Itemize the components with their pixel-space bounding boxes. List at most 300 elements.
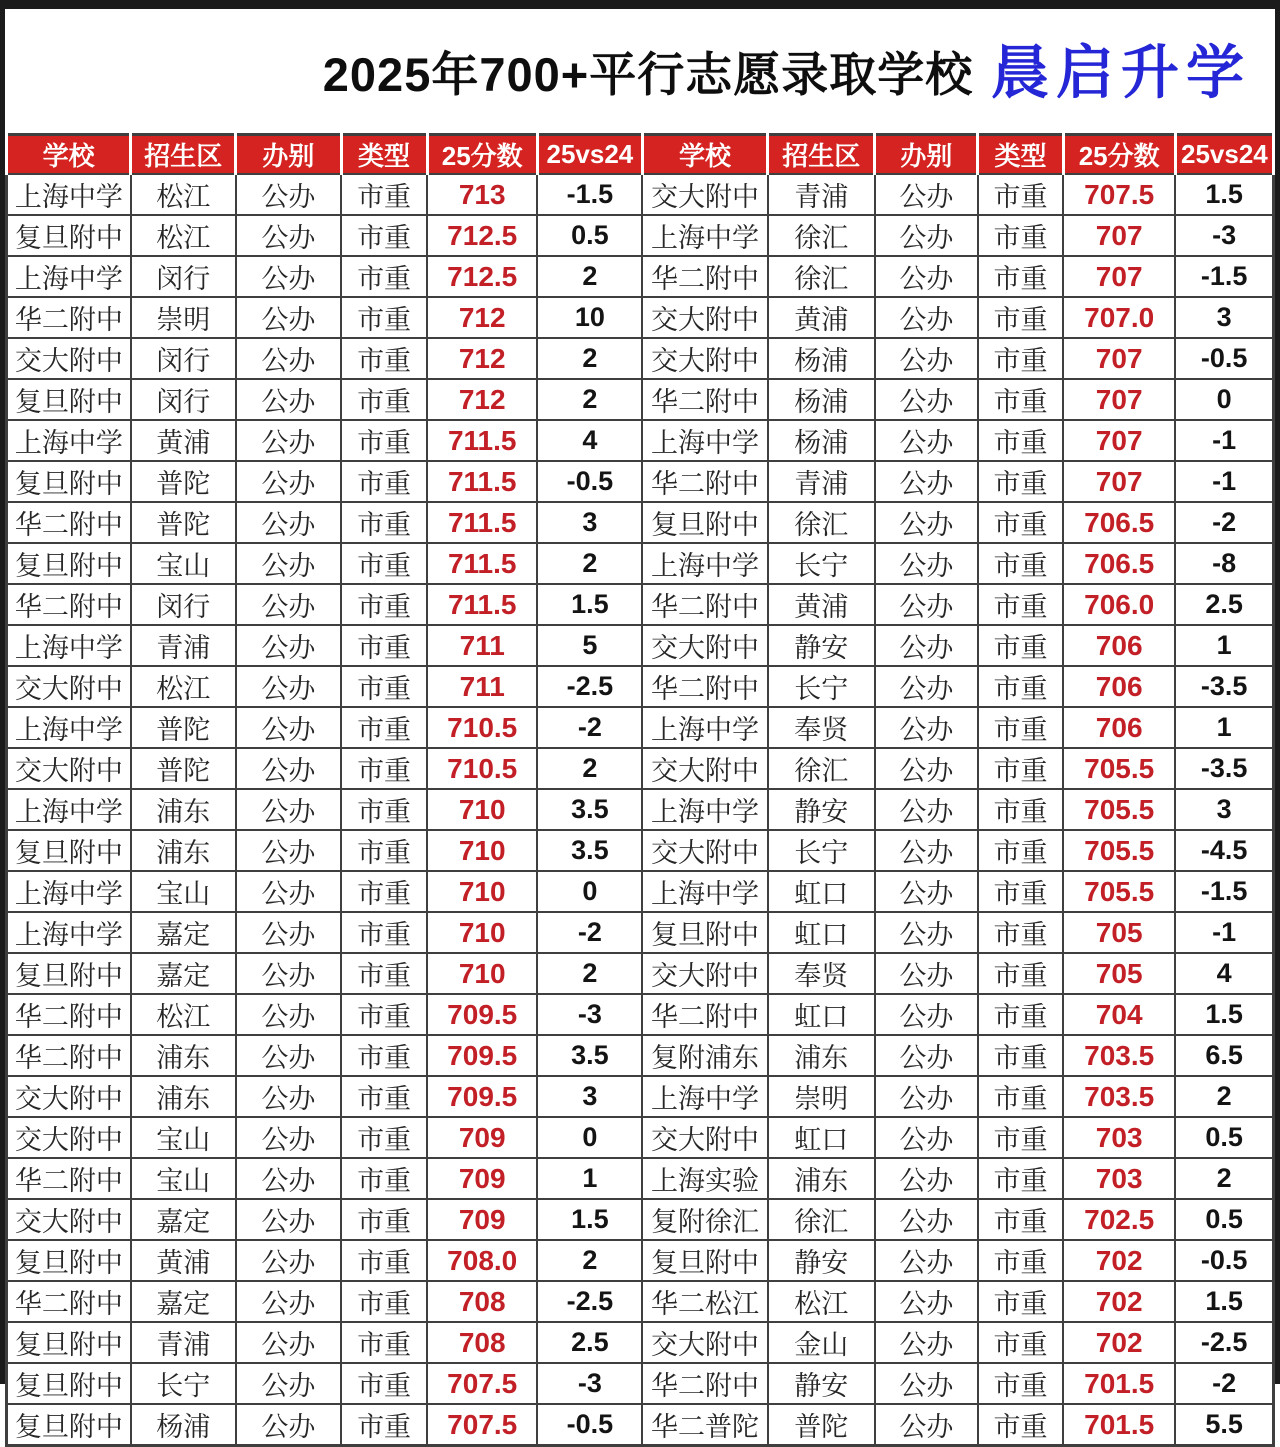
category-cell: 市重 [341, 1035, 427, 1076]
school-cell: 上海中学 [7, 707, 131, 748]
ownership-cell: 公办 [875, 420, 978, 461]
score-cell: 702 [1063, 1281, 1175, 1322]
district-cell: 闵行 [131, 379, 236, 420]
ownership-cell: 公办 [236, 1199, 341, 1240]
vs-cell: 0 [537, 1117, 642, 1158]
ownership-cell: 公办 [236, 338, 341, 379]
school-cell: 复附浦东 [642, 1035, 767, 1076]
vs-cell: -2.5 [537, 666, 642, 707]
vs-cell: -1.5 [537, 174, 642, 215]
district-cell: 青浦 [131, 1322, 236, 1363]
ownership-cell: 公办 [875, 912, 978, 953]
vs-cell: 3 [537, 1076, 642, 1117]
category-cell: 市重 [341, 1199, 427, 1240]
district-cell: 青浦 [131, 625, 236, 666]
category-cell: 市重 [978, 338, 1063, 379]
category-cell: 市重 [978, 1158, 1063, 1199]
score-cell: 710 [427, 953, 537, 994]
vs-cell: -1.5 [1175, 256, 1273, 297]
district-cell: 杨浦 [768, 379, 875, 420]
ownership-cell: 公办 [875, 666, 978, 707]
category-cell: 市重 [341, 1240, 427, 1281]
district-cell: 闵行 [131, 256, 236, 297]
district-cell: 嘉定 [131, 953, 236, 994]
vs-cell: 2 [1175, 1076, 1273, 1117]
district-cell: 嘉定 [131, 1199, 236, 1240]
score-cell: 710 [427, 912, 537, 953]
table-row [7, 420, 1274, 461]
school-cell: 交大附中 [7, 1117, 131, 1158]
category-cell: 市重 [341, 297, 427, 338]
score-cell: 708.0 [427, 1240, 537, 1281]
category-cell: 市重 [978, 1281, 1063, 1322]
table-row [7, 666, 1274, 707]
school-cell: 交大附中 [642, 830, 767, 871]
school-cell: 华二附中 [642, 1363, 767, 1404]
vs-cell: -0.5 [1175, 1240, 1273, 1281]
ownership-cell: 公办 [236, 1035, 341, 1076]
school-cell: 复旦附中 [642, 502, 767, 543]
district-cell: 黄浦 [768, 297, 875, 338]
district-cell: 松江 [131, 666, 236, 707]
score-cell: 701.5 [1063, 1363, 1175, 1404]
vs-cell: 1 [1175, 707, 1273, 748]
category-cell: 市重 [978, 420, 1063, 461]
school-cell: 上海中学 [7, 174, 131, 215]
ownership-cell: 公办 [236, 297, 341, 338]
category-cell: 市重 [978, 1240, 1063, 1281]
ownership-cell: 公办 [875, 256, 978, 297]
score-cell: 705.5 [1063, 748, 1175, 789]
ownership-cell: 公办 [875, 1158, 978, 1199]
category-cell: 市重 [978, 707, 1063, 748]
category-cell: 市重 [341, 994, 427, 1035]
vs-cell: 1 [1175, 625, 1273, 666]
district-cell: 长宁 [131, 1363, 236, 1404]
school-cell: 上海中学 [642, 215, 767, 256]
category-cell: 市重 [978, 912, 1063, 953]
score-cell: 712 [427, 297, 537, 338]
category-cell: 市重 [978, 297, 1063, 338]
ownership-cell: 公办 [875, 215, 978, 256]
district-cell: 闵行 [131, 584, 236, 625]
vs-cell: 5 [537, 625, 642, 666]
vs-cell: 2 [537, 748, 642, 789]
district-cell: 宝山 [131, 1117, 236, 1158]
school-cell: 华二附中 [7, 297, 131, 338]
category-cell: 市重 [341, 256, 427, 297]
vs-cell: 3.5 [537, 789, 642, 830]
school-cell: 上海中学 [7, 420, 131, 461]
ownership-cell: 公办 [236, 666, 341, 707]
school-cell: 复旦附中 [7, 379, 131, 420]
school-cell: 复旦附中 [7, 830, 131, 871]
category-cell: 市重 [341, 461, 427, 502]
ownership-cell: 公办 [875, 461, 978, 502]
school-cell: 华二普陀 [642, 1404, 767, 1446]
column-header-district-right: 招生区 [768, 135, 875, 175]
district-cell: 青浦 [768, 174, 875, 215]
ownership-cell: 公办 [236, 912, 341, 953]
column-header-vs-left: 25vs24 [537, 135, 642, 175]
vs-cell: 3.5 [537, 1035, 642, 1076]
table-row [7, 379, 1274, 420]
vs-cell: 2.5 [1175, 584, 1273, 625]
district-cell: 静安 [768, 789, 875, 830]
ownership-cell: 公办 [875, 1404, 978, 1446]
category-cell: 市重 [341, 789, 427, 830]
score-cell: 707 [1063, 379, 1175, 420]
table-row [7, 543, 1274, 584]
vs-cell: 10 [537, 297, 642, 338]
table-row [7, 1322, 1274, 1363]
table-row [7, 1240, 1274, 1281]
vs-cell: -2 [1175, 1363, 1273, 1404]
vs-cell: -3.5 [1175, 666, 1273, 707]
school-cell: 上海中学 [7, 871, 131, 912]
category-cell: 市重 [341, 871, 427, 912]
table-row [7, 1158, 1274, 1199]
score-cell: 708 [427, 1281, 537, 1322]
school-cell: 复旦附中 [7, 1322, 131, 1363]
score-cell: 707.5 [427, 1363, 537, 1404]
category-cell: 市重 [978, 256, 1063, 297]
score-cell: 707.5 [1063, 174, 1175, 215]
frame-border-top [0, 0, 1280, 9]
admission-score-table [5, 133, 1275, 1447]
category-cell: 市重 [978, 994, 1063, 1035]
score-cell: 712 [427, 379, 537, 420]
score-cell: 702 [1063, 1322, 1175, 1363]
category-cell: 市重 [341, 215, 427, 256]
score-cell: 706 [1063, 625, 1175, 666]
vs-cell: 1.5 [1175, 994, 1273, 1035]
district-cell: 长宁 [768, 543, 875, 584]
score-cell: 705 [1063, 953, 1175, 994]
ownership-cell: 公办 [875, 1076, 978, 1117]
ownership-cell: 公办 [875, 1281, 978, 1322]
ownership-cell: 公办 [236, 379, 341, 420]
school-cell: 上海实验 [642, 1158, 767, 1199]
table-row [7, 461, 1274, 502]
category-cell: 市重 [978, 1117, 1063, 1158]
school-cell: 华二附中 [642, 256, 767, 297]
score-cell: 706.0 [1063, 584, 1175, 625]
school-cell: 交大附中 [7, 748, 131, 789]
school-cell: 华二松江 [642, 1281, 767, 1322]
school-cell: 交大附中 [642, 338, 767, 379]
category-cell: 市重 [341, 748, 427, 789]
score-cell: 707 [1063, 256, 1175, 297]
district-cell: 徐汇 [768, 502, 875, 543]
category-cell: 市重 [978, 215, 1063, 256]
vs-cell: 2 [537, 953, 642, 994]
ownership-cell: 公办 [875, 1240, 978, 1281]
vs-cell: -2.5 [537, 1281, 642, 1322]
table-row [7, 707, 1274, 748]
category-cell: 市重 [978, 748, 1063, 789]
column-header-district-left: 招生区 [131, 135, 236, 175]
vs-cell: 1.5 [537, 584, 642, 625]
page-title: 2025年700+平行志愿录取学校 [322, 47, 974, 101]
score-cell: 707 [1063, 420, 1175, 461]
district-cell: 徐汇 [768, 748, 875, 789]
district-cell: 黄浦 [768, 584, 875, 625]
school-cell: 复附徐汇 [642, 1199, 767, 1240]
ownership-cell: 公办 [875, 830, 978, 871]
category-cell: 市重 [341, 953, 427, 994]
category-cell: 市重 [978, 502, 1063, 543]
ownership-cell: 公办 [875, 379, 978, 420]
table-row [7, 1076, 1274, 1117]
column-header-score-right: 25分数 [1063, 135, 1175, 175]
score-cell: 711.5 [427, 420, 537, 461]
district-cell: 松江 [131, 174, 236, 215]
district-cell: 静安 [768, 1363, 875, 1404]
school-cell: 上海中学 [642, 707, 767, 748]
district-cell: 宝山 [131, 543, 236, 584]
column-header-score-left: 25分数 [427, 135, 537, 175]
district-cell: 浦东 [131, 830, 236, 871]
ownership-cell: 公办 [875, 1117, 978, 1158]
school-cell: 复旦附中 [7, 1404, 131, 1446]
category-cell: 市重 [341, 1404, 427, 1446]
category-cell: 市重 [341, 584, 427, 625]
district-cell: 浦东 [768, 1035, 875, 1076]
ownership-cell: 公办 [236, 215, 341, 256]
school-cell: 交大附中 [7, 1199, 131, 1240]
column-header-school-right: 学校 [642, 135, 767, 175]
table-row [7, 953, 1274, 994]
school-cell: 复旦附中 [7, 1363, 131, 1404]
ownership-cell: 公办 [236, 1404, 341, 1446]
frame-border-right [1275, 0, 1280, 1384]
column-header-school-left: 学校 [7, 135, 131, 175]
category-cell: 市重 [341, 338, 427, 379]
ownership-cell: 公办 [875, 174, 978, 215]
category-cell: 市重 [341, 912, 427, 953]
ownership-cell: 公办 [236, 1076, 341, 1117]
vs-cell: -2 [537, 912, 642, 953]
category-cell: 市重 [341, 1158, 427, 1199]
score-cell: 706.5 [1063, 543, 1175, 584]
score-cell: 708 [427, 1322, 537, 1363]
ownership-cell: 公办 [236, 748, 341, 789]
table-row [7, 789, 1274, 830]
vs-cell: -1 [1175, 420, 1273, 461]
column-header-vs-right: 25vs24 [1175, 135, 1273, 175]
district-cell: 嘉定 [131, 912, 236, 953]
vs-cell: 2 [537, 256, 642, 297]
vs-cell: 2 [537, 338, 642, 379]
ownership-cell: 公办 [875, 543, 978, 584]
vs-cell: -3 [537, 1363, 642, 1404]
table-row [7, 1404, 1274, 1446]
score-cell: 703 [1063, 1158, 1175, 1199]
district-cell: 浦东 [768, 1158, 875, 1199]
ownership-cell: 公办 [875, 502, 978, 543]
school-cell: 复旦附中 [7, 953, 131, 994]
vs-cell: -1.5 [1175, 871, 1273, 912]
district-cell: 黄浦 [131, 420, 236, 461]
ownership-cell: 公办 [236, 1117, 341, 1158]
vs-cell: -1 [1175, 912, 1273, 953]
ownership-cell: 公办 [236, 953, 341, 994]
category-cell: 市重 [341, 502, 427, 543]
ownership-cell: 公办 [875, 707, 978, 748]
vs-cell: 3.5 [537, 830, 642, 871]
ownership-cell: 公办 [875, 789, 978, 830]
table-row [7, 338, 1274, 379]
table-row [7, 912, 1274, 953]
district-cell: 松江 [131, 994, 236, 1035]
table-row [7, 1035, 1274, 1076]
table-row [7, 625, 1274, 666]
district-cell: 普陀 [131, 748, 236, 789]
score-cell: 703.5 [1063, 1076, 1175, 1117]
column-header-ownership-left: 办别 [236, 135, 341, 175]
ownership-cell: 公办 [875, 625, 978, 666]
table-row [7, 871, 1274, 912]
district-cell: 徐汇 [768, 1199, 875, 1240]
table-header-row [7, 135, 1274, 175]
ownership-cell: 公办 [875, 1199, 978, 1240]
ownership-cell: 公办 [236, 502, 341, 543]
vs-cell: 0 [537, 871, 642, 912]
category-cell: 市重 [978, 1199, 1063, 1240]
score-cell: 712.5 [427, 215, 537, 256]
category-cell: 市重 [978, 379, 1063, 420]
ownership-cell: 公办 [236, 174, 341, 215]
vs-cell: -0.5 [537, 1404, 642, 1446]
category-cell: 市重 [978, 625, 1063, 666]
score-cell: 705.5 [1063, 830, 1175, 871]
district-cell: 奉贤 [768, 953, 875, 994]
school-cell: 交大附中 [642, 1322, 767, 1363]
ownership-cell: 公办 [875, 1363, 978, 1404]
district-cell: 浦东 [131, 1035, 236, 1076]
score-cell: 701.5 [1063, 1404, 1175, 1446]
ownership-cell: 公办 [236, 830, 341, 871]
vs-cell: 1.5 [1175, 174, 1273, 215]
ownership-cell: 公办 [875, 871, 978, 912]
school-cell: 华二附中 [642, 584, 767, 625]
category-cell: 市重 [978, 1322, 1063, 1363]
district-cell: 徐汇 [768, 215, 875, 256]
score-cell: 710 [427, 830, 537, 871]
ownership-cell: 公办 [236, 420, 341, 461]
vs-cell: 0.5 [1175, 1117, 1273, 1158]
district-cell: 青浦 [768, 461, 875, 502]
table-row [7, 830, 1274, 871]
district-cell: 普陀 [131, 502, 236, 543]
district-cell: 浦东 [131, 789, 236, 830]
ownership-cell: 公办 [236, 256, 341, 297]
ownership-cell: 公办 [236, 789, 341, 830]
category-cell: 市重 [341, 1076, 427, 1117]
vs-cell: -2.5 [1175, 1322, 1273, 1363]
district-cell: 普陀 [131, 707, 236, 748]
score-cell: 707 [1063, 461, 1175, 502]
district-cell: 虹口 [768, 912, 875, 953]
vs-cell: -3 [1175, 215, 1273, 256]
school-cell: 上海中学 [7, 789, 131, 830]
category-cell: 市重 [978, 584, 1063, 625]
school-cell: 交大附中 [7, 338, 131, 379]
district-cell: 松江 [768, 1281, 875, 1322]
table-row [7, 1117, 1274, 1158]
ownership-cell: 公办 [875, 994, 978, 1035]
category-cell: 市重 [978, 953, 1063, 994]
district-cell: 金山 [768, 1322, 875, 1363]
vs-cell: 0.5 [1175, 1199, 1273, 1240]
district-cell: 宝山 [131, 871, 236, 912]
score-cell: 704 [1063, 994, 1175, 1035]
table-row [7, 174, 1274, 215]
school-cell: 华二附中 [642, 461, 767, 502]
score-cell: 707 [1063, 215, 1175, 256]
school-cell: 复旦附中 [7, 543, 131, 584]
category-cell: 市重 [978, 830, 1063, 871]
table-row [7, 1363, 1274, 1404]
district-cell: 长宁 [768, 830, 875, 871]
district-cell: 杨浦 [131, 1404, 236, 1446]
ownership-cell: 公办 [875, 748, 978, 789]
table-row [7, 1281, 1274, 1322]
ownership-cell: 公办 [875, 584, 978, 625]
vs-cell: -1 [1175, 461, 1273, 502]
vs-cell: -0.5 [1175, 338, 1273, 379]
category-cell: 市重 [978, 789, 1063, 830]
vs-cell: 3 [537, 502, 642, 543]
vs-cell: 2 [537, 543, 642, 584]
ownership-cell: 公办 [236, 707, 341, 748]
vs-cell: 3 [1175, 297, 1273, 338]
school-cell: 上海中学 [7, 256, 131, 297]
district-cell: 虹口 [768, 1117, 875, 1158]
ownership-cell: 公办 [236, 625, 341, 666]
score-cell: 709 [427, 1158, 537, 1199]
school-cell: 交大附中 [642, 1117, 767, 1158]
score-cell: 702 [1063, 1240, 1175, 1281]
school-cell: 华二附中 [7, 502, 131, 543]
score-cell: 712.5 [427, 256, 537, 297]
ownership-cell: 公办 [236, 1322, 341, 1363]
district-cell: 普陀 [768, 1404, 875, 1446]
school-cell: 上海中学 [642, 420, 767, 461]
school-cell: 华二附中 [7, 1035, 131, 1076]
category-cell: 市重 [341, 174, 427, 215]
category-cell: 市重 [978, 1363, 1063, 1404]
score-cell: 705.5 [1063, 871, 1175, 912]
district-cell: 静安 [768, 625, 875, 666]
ownership-cell: 公办 [236, 994, 341, 1035]
category-cell: 市重 [341, 543, 427, 584]
vs-cell: 4 [537, 420, 642, 461]
district-cell: 嘉定 [131, 1281, 236, 1322]
category-cell: 市重 [341, 1117, 427, 1158]
district-cell: 徐汇 [768, 256, 875, 297]
score-cell: 702.5 [1063, 1199, 1175, 1240]
district-cell: 宝山 [131, 1158, 236, 1199]
category-cell: 市重 [978, 174, 1063, 215]
score-cell: 709 [427, 1199, 537, 1240]
ownership-cell: 公办 [236, 1240, 341, 1281]
vs-cell: 0 [1175, 379, 1273, 420]
ownership-cell: 公办 [236, 543, 341, 584]
ownership-cell: 公办 [875, 1035, 978, 1076]
vs-cell: 5.5 [1175, 1404, 1273, 1446]
